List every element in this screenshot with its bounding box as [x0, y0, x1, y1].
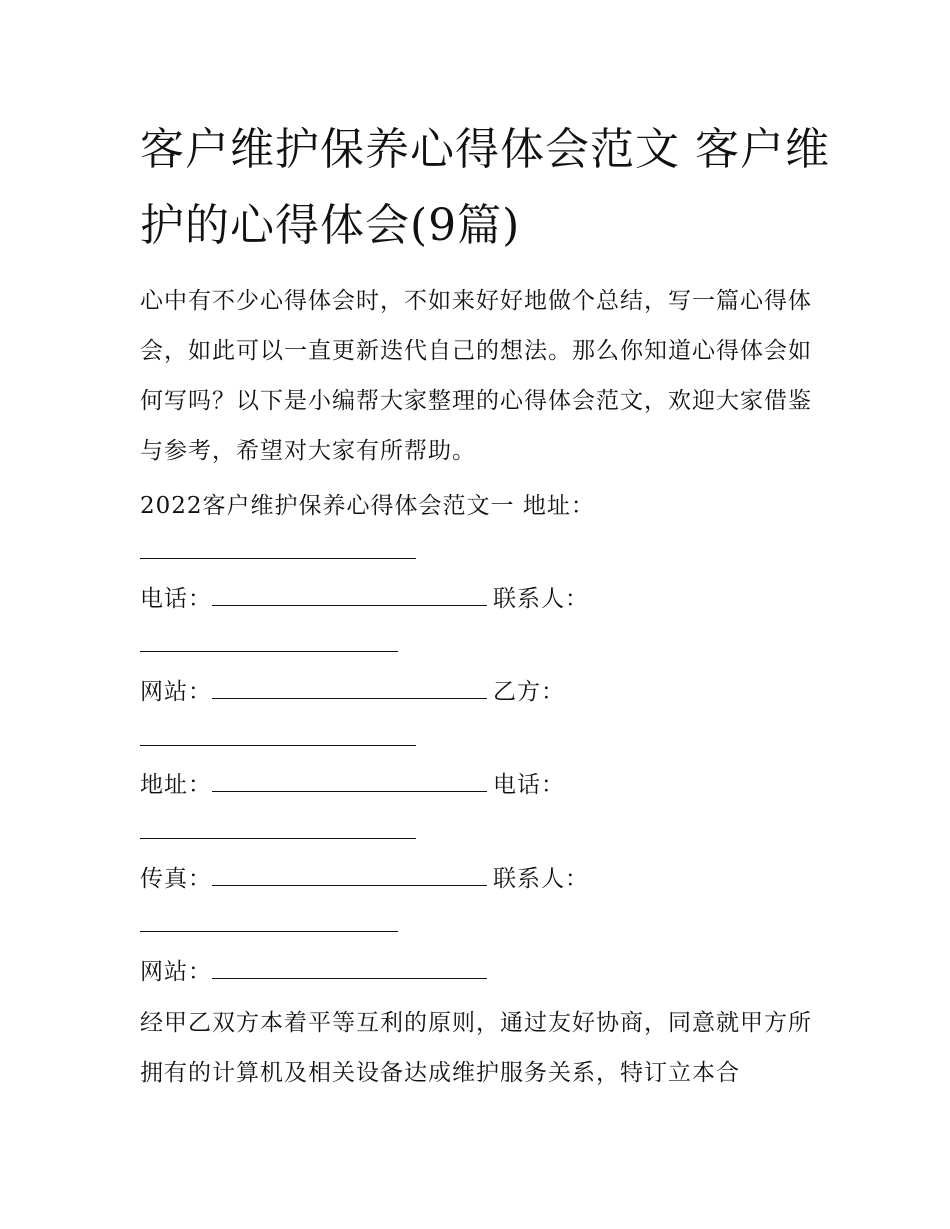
closing-paragraph: 经甲乙双方本着平等互利的原则，通过友好协商，同意就甲方所拥有的计算机及相关设备达成维护服务关系，特订立本合	[140, 1010, 812, 1086]
contact-blank[interactable]	[140, 621, 398, 652]
address-blank-2[interactable]	[212, 761, 487, 792]
fax-label: 传真：	[140, 866, 212, 892]
document-title: 客户维护保养心得体会范文 客户维护的心得体会(9篇)	[140, 124, 830, 251]
phone-blank[interactable]	[212, 575, 487, 606]
address-blank[interactable]	[140, 528, 416, 559]
party-b-label: 乙方：	[493, 679, 565, 705]
address-row	[140, 760, 565, 810]
contact-blank-line-2	[140, 900, 398, 950]
contact-blank-2[interactable]	[140, 901, 398, 932]
fax-blank[interactable]	[212, 855, 487, 886]
contact-label-2: 联系人：	[493, 866, 589, 892]
address-label: 地址：	[140, 772, 212, 798]
website-row	[140, 667, 565, 717]
phone-blank-2[interactable]	[140, 808, 416, 839]
contact-blank-line	[140, 620, 398, 670]
phone-label-2: 电话：	[493, 772, 565, 798]
address-blank-line	[140, 527, 416, 577]
website-blank-2[interactable]	[212, 948, 487, 979]
phone-label: 电话：	[140, 586, 212, 612]
website-label: 网站：	[140, 679, 212, 705]
phone-row	[140, 574, 589, 624]
website-label-2: 网站：	[140, 959, 212, 985]
website-blank[interactable]	[212, 668, 487, 699]
phone-blank-line	[140, 807, 416, 857]
website-row-2	[140, 947, 493, 997]
intro-paragraph: 心中有不少心得体会时，不如来好好地做个总结，写一篇心得体会，如此可以一直更新迭代自己的想法。那么你知道心得体会如何写吗？以下是小编帮大家整理的心得体会范文，欢迎大家借鉴与参考，希望对大家有所帮助。	[140, 288, 812, 464]
section-heading: 2022客户维护保养心得体会范文一 地址：	[140, 493, 595, 519]
party-b-blank-line	[140, 714, 416, 764]
contact-label: 联系人：	[493, 586, 589, 612]
party-b-blank[interactable]	[140, 715, 416, 746]
fax-row	[140, 854, 589, 904]
